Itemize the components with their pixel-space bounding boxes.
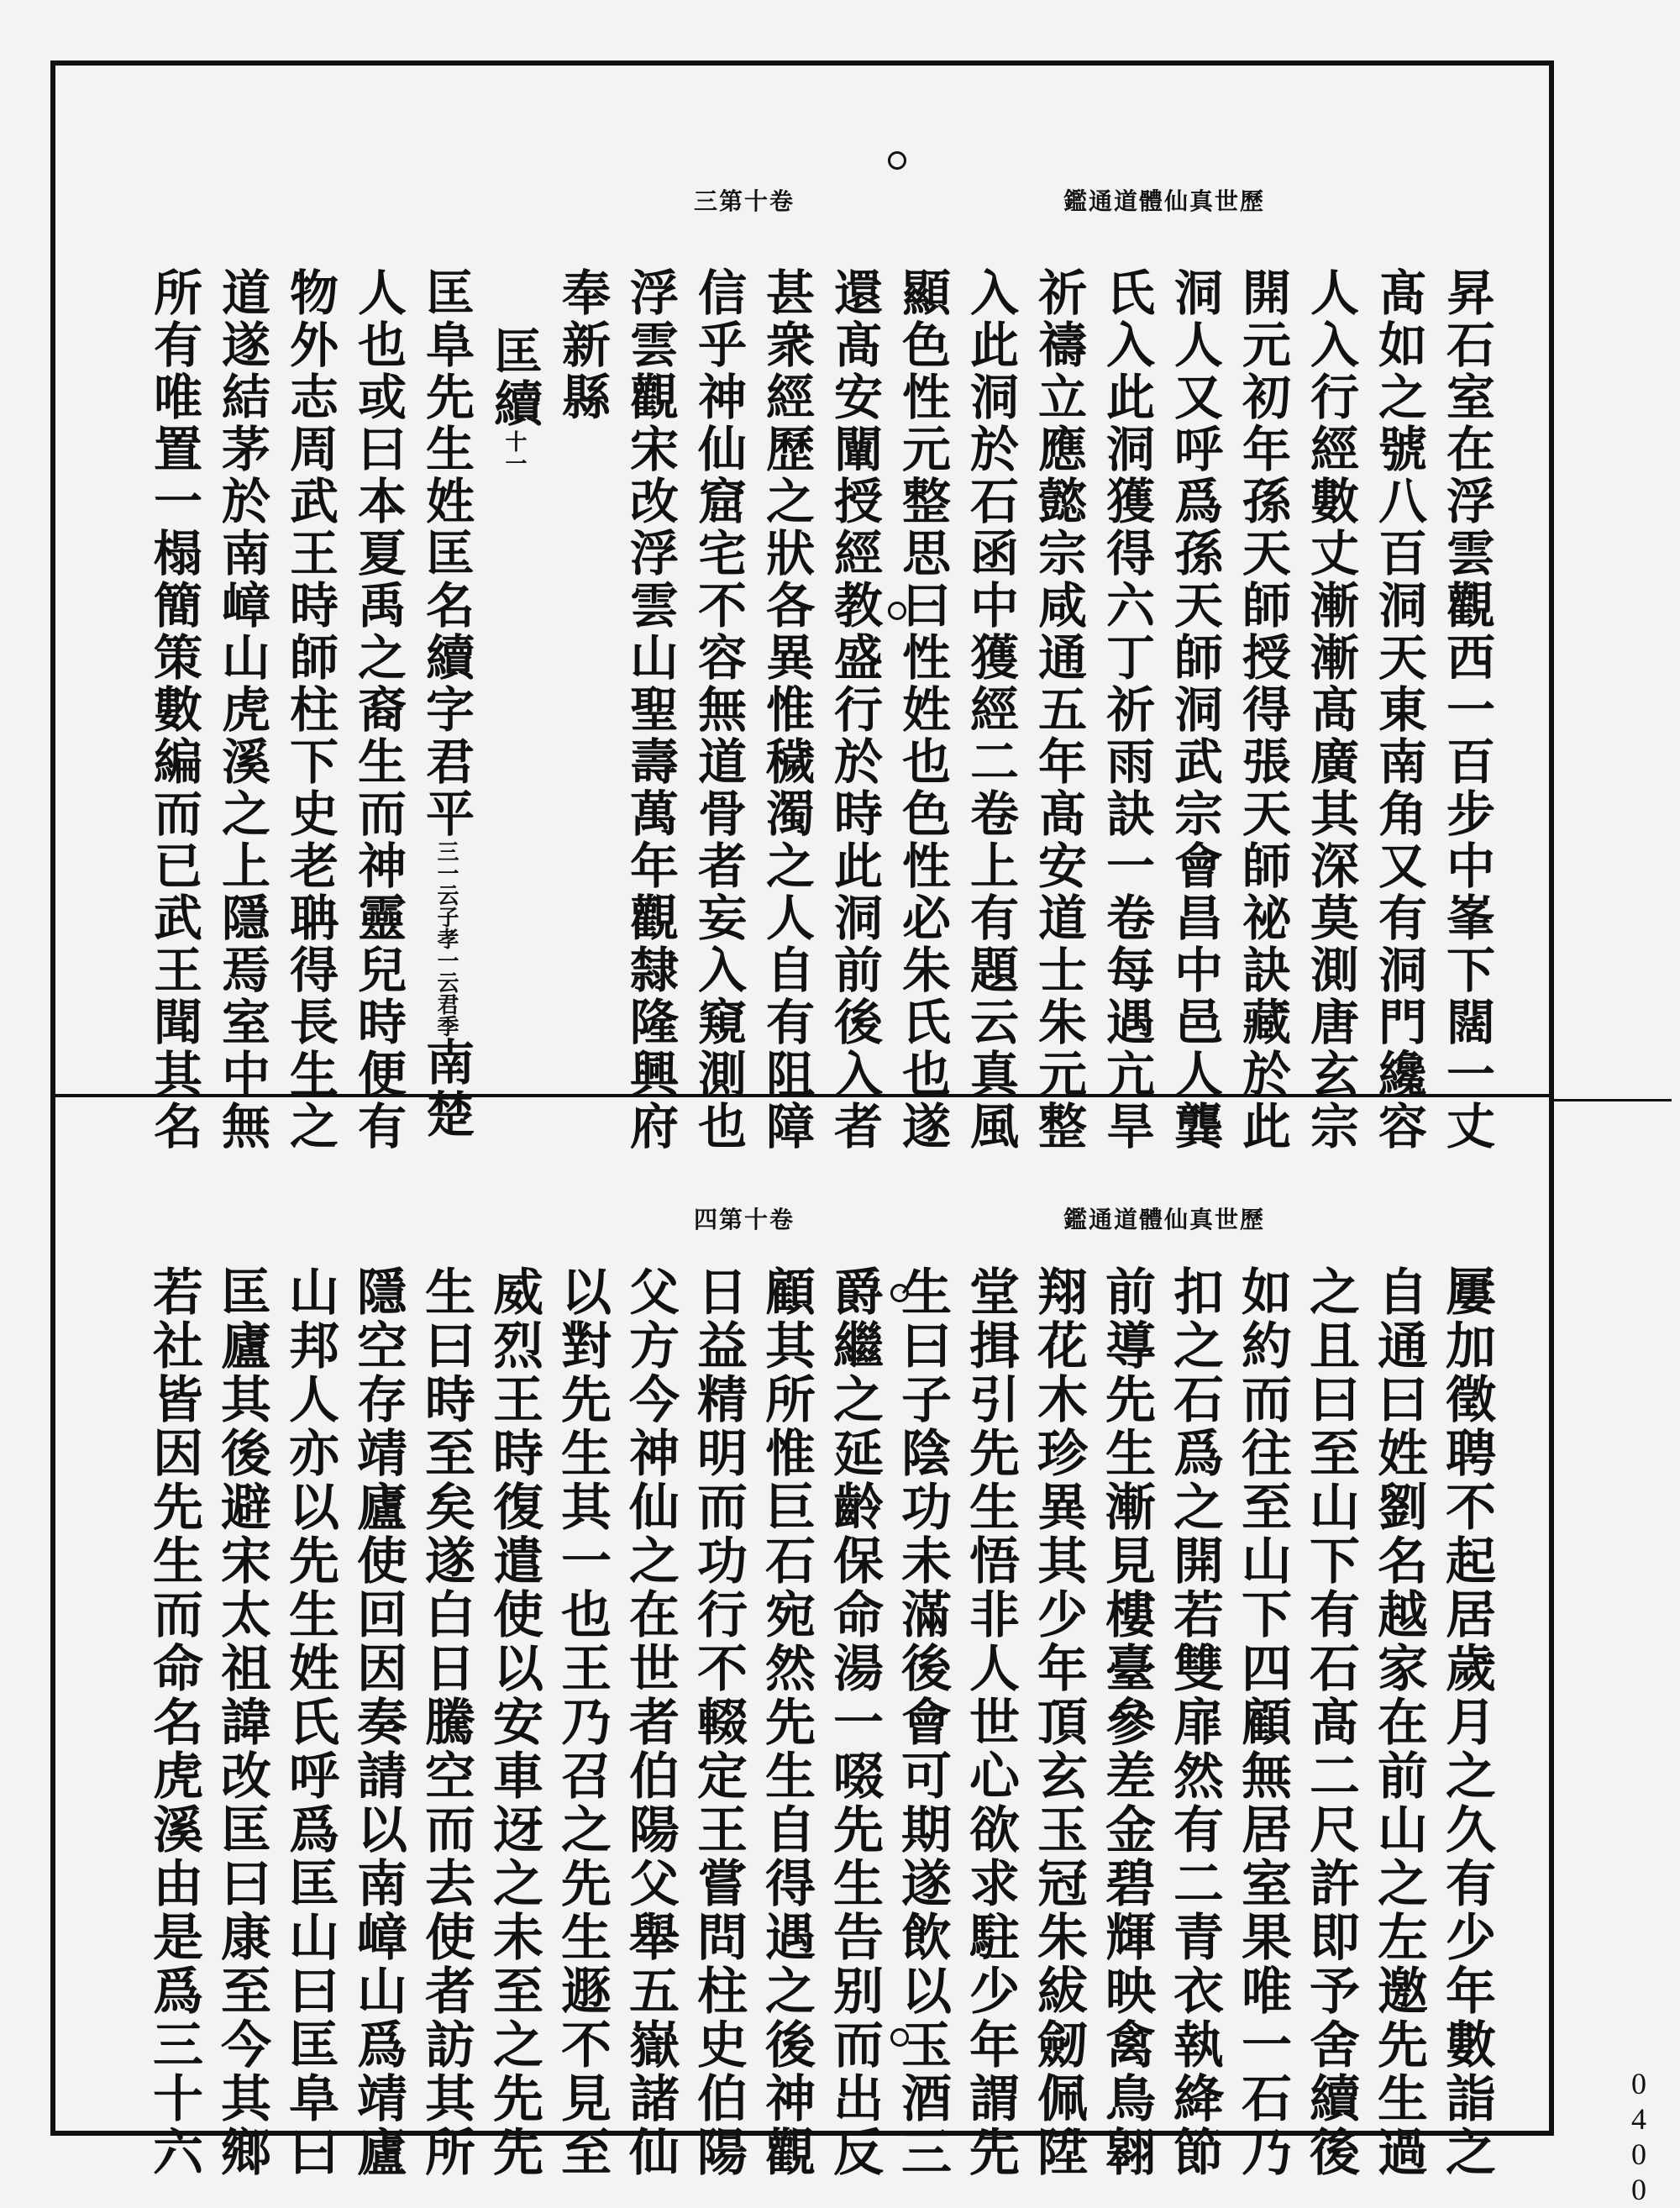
text-column: 甚衆經歷之狀各異惟穢濁之人自有阻障 (758, 267, 815, 1153)
inline-note: 一云君季 (433, 949, 459, 1037)
text-column: 顯色性元整思曰性姓也色性必朱氏也遂 (894, 267, 951, 1153)
text-column: 奉新縣 (554, 267, 611, 423)
text-column: 顧其所惟巨石宛然先生自得遇之後神觀 (757, 1265, 816, 2179)
text-column: 山邦人亦以先生姓氏呼爲匡山曰匡阜曰 (281, 1265, 339, 2179)
header-juan: 卷十第三 (694, 187, 795, 215)
text-column: 昇石室在浮雲觀西一百步中峯下闊一丈 (1438, 267, 1495, 1153)
text-column: 開元初年孫天師授得張天師祕訣藏於此 (1234, 267, 1291, 1153)
text-column: 氏入此洞獲得六丁祈雨訣一卷每遇亢旱 (1098, 267, 1155, 1153)
text-column: 所有唯置一榻簡策數編而已武王聞其名 (145, 267, 202, 1153)
inline-note: 十一 (501, 430, 527, 474)
text-column: 道遂結茅於南嶂山虎溪之上隱焉室中無 (213, 267, 270, 1153)
text-column: 浮雲觀宋改浮雲山聖壽萬年觀隸隆興府 (622, 267, 679, 1153)
text-column: 堂揖引先生悟非人世心欲求駐少年謂先 (961, 1265, 1020, 2179)
header-juan: 卷十第四 (694, 1206, 795, 1233)
page-number: 0400 (1622, 2067, 1656, 2208)
header-title: 歷世真仙體道通鑑 (1063, 187, 1265, 215)
circle-mark (890, 1284, 909, 1302)
text-column: 生曰子陰功未滿後會可期遂飲以玉酒三 (893, 1265, 952, 2179)
text-column: 物外志周武王時師柱下史老聃得長生之 (281, 267, 339, 1153)
text-column: 若社皆因先生而命名虎溪由是爲三十六 (144, 1265, 203, 2179)
text-column: 如約而往至山下四顧無居室果唯一石乃 (1233, 1265, 1292, 2179)
text-column: 前導先生漸見樓臺參差金碧輝映禽鳥翱 (1097, 1265, 1156, 2179)
text-column: 日益精明而功行不輟定王嘗問柱史伯陽 (689, 1265, 748, 2179)
running-header (694, 183, 1265, 217)
text-column: 之且曰至山下有石髙二尺許即予舍續後 (1301, 1265, 1360, 2179)
text-column: 還髙安闡授經教盛行於時此洞前後入者 (826, 267, 883, 1153)
text-column (412, 267, 480, 1141)
text-column: 入此洞於石函中獲經二卷上有題云真風 (962, 267, 1019, 1153)
text-columns (139, 1265, 1500, 2179)
text-column: 父方今神仙之在世者伯陽父舉五嶽諸仙 (621, 1265, 680, 2179)
text-column: 威烈王時復遣使以安車迓之未至之先先 (485, 1265, 543, 2179)
text-column: 髙如之號八百洞天東南角又有洞門纔容 (1370, 267, 1427, 1153)
text-column: 人也或曰本夏禹之裔生而神靈兒時便有 (349, 267, 407, 1153)
text-column: 扣之石爲之開若雙扉然有二青衣執絳節 (1165, 1265, 1224, 2179)
text-column: 屢加徵聘不起居歲月之久有少年數詣之 (1437, 1265, 1496, 2179)
running-header (694, 1201, 1265, 1235)
heading-text: 匡續 (486, 326, 543, 430)
column-text-end: 南楚 (417, 1037, 475, 1141)
header-title: 歷世真仙體道通鑑 (1063, 1206, 1265, 1233)
text-column: 信乎神仙窟宅不容無道骨者妄入窺測也 (690, 267, 747, 1153)
circle-mark (888, 151, 906, 170)
top-panel (55, 66, 1549, 1153)
text-column: 匡廬其後避宋太祖諱改匡曰康至今其鄉 (213, 1265, 271, 2179)
text-column: 洞人又呼爲孫天師洞武宗會昌中邑人龔 (1166, 267, 1223, 1153)
edge-line (1554, 1099, 1672, 1101)
text-column: 祈禱立應懿宗咸通五年髙安道士朱元整 (1030, 267, 1087, 1153)
bottom-panel (55, 1097, 1549, 2179)
text-column: 爵繼之延齡保命湯一啜先生告别而出反 (825, 1265, 884, 2179)
text-column: 生曰時至矣遂白日騰空而去使者訪其所 (417, 1265, 475, 2179)
text-column: 隱空存靖廬使回因奏請以南嶂山爲靖廬 (349, 1265, 407, 2179)
circle-mark (888, 602, 906, 620)
column-text: 匡阜先生姓匡名續字君平 (417, 267, 475, 840)
inline-note: 三一云子孝 (433, 840, 459, 949)
section-heading (480, 267, 548, 1074)
circle-mark (890, 2028, 909, 2047)
text-columns (139, 267, 1500, 1153)
text-column: 翔花木珍異其少年頂玄玉冠朱紱劒佩陞 (1029, 1265, 1088, 2179)
text-column: 人入行經數丈漸漸髙廣其深莫測唐玄宗 (1302, 267, 1359, 1153)
text-column: 自通曰姓劉名越家在前山之左邀先生過 (1369, 1265, 1428, 2179)
text-column: 以對先生其一也王乃召之先生遯不見至 (553, 1265, 612, 2179)
